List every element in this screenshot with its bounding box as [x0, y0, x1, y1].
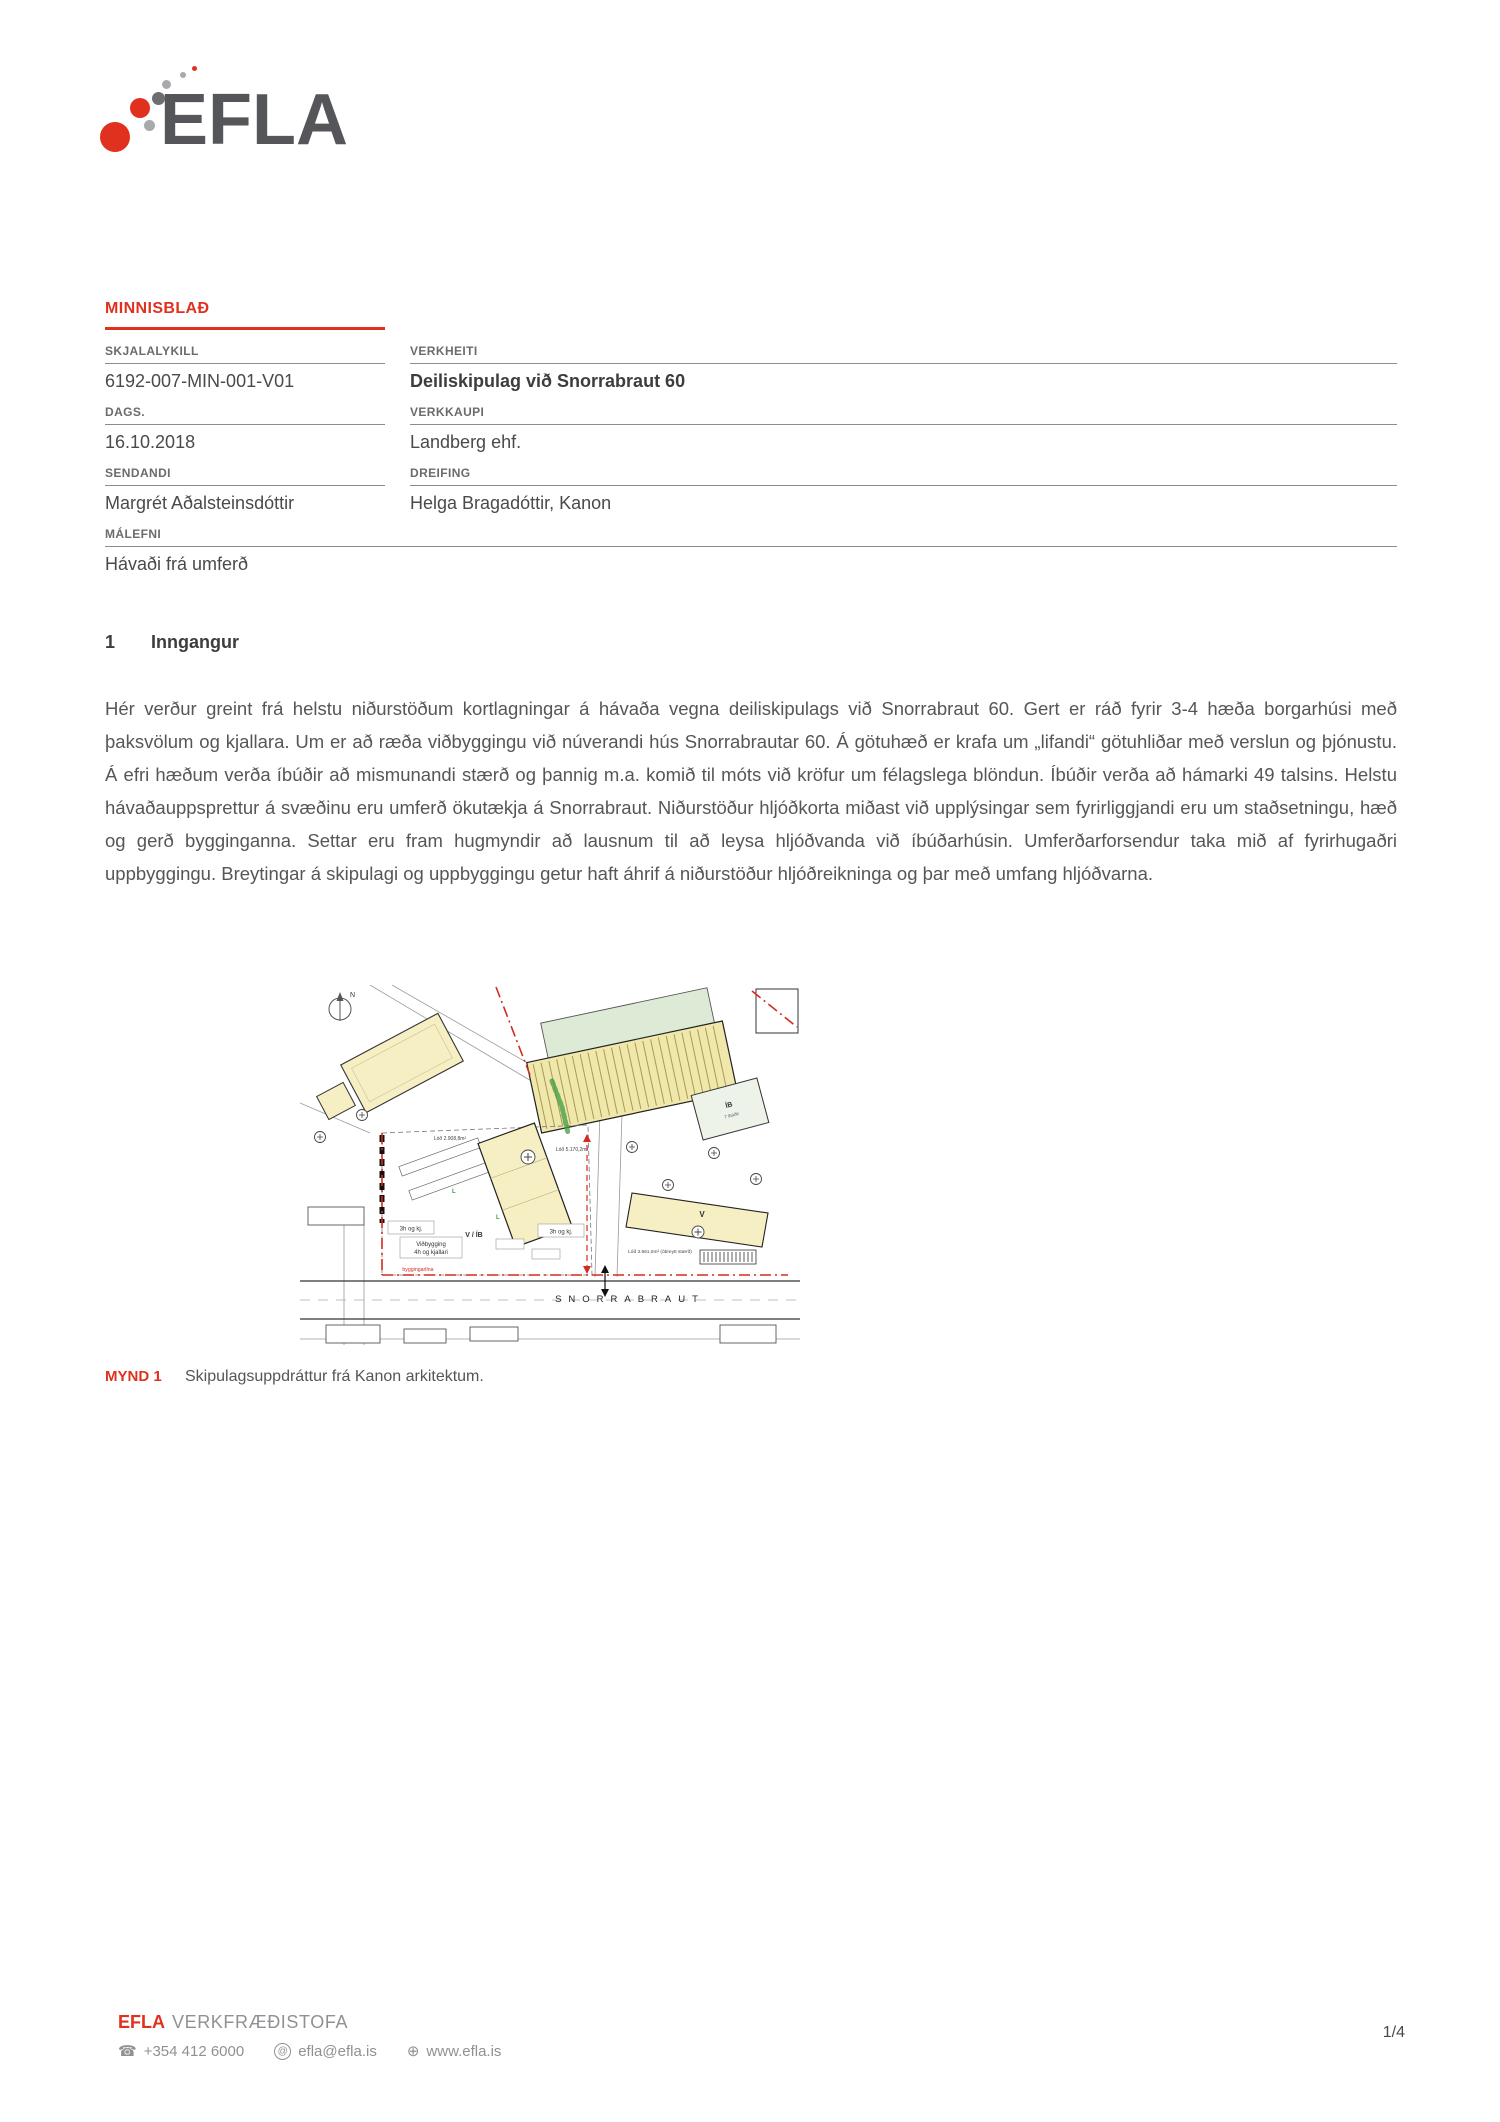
floors-label-left: 3h og kj.	[399, 1226, 423, 1233]
hatched-strip	[700, 1250, 756, 1264]
zone-vib-label: V / ÍB	[465, 1232, 483, 1239]
field-label-dags: DAGS.	[105, 405, 385, 425]
footer-brand	[118, 2012, 501, 2033]
page-number: 1/4	[1382, 2024, 1405, 2041]
footer-email[interactable]	[274, 2043, 377, 2060]
floors-label-right: 3h og kj.	[549, 1229, 573, 1236]
logo-dot	[100, 122, 130, 152]
globe-icon: ⊕	[406, 2043, 420, 2060]
logo-wordmark: EFLA	[160, 80, 348, 160]
figure-caption-text: Skipulagsuppdráttur frá Kanon arkitektum.	[185, 1368, 484, 1385]
section-number: 1	[105, 632, 116, 652]
efla-logo	[100, 72, 420, 167]
field-label-dreifing: DREIFING	[410, 466, 1397, 486]
field-value-sender: Margrét Aðalsteinsdóttir	[105, 493, 295, 513]
l-marker: L	[452, 1189, 456, 1195]
section-body-paragraph: Hér verður greint frá helstu niðurstöðum kortlagningar á hávaða vegna deiliskipulags við Snorrabraut 60. Gert er ráð fyrir 3-4 hæða borgarhúsi með þaksvölum og kjallara. Um er að ræða viðbyggingu við núverandi hús Snorrabrautar 60. Á götuhæð er krafa um „lifandi“ götuhliðar með verslun og þjónustu. Á efri hæðum verða íbúðir að mismunandi stærð og þannig m.a. komið til móts við kröfur um félagslega blöndun. Íbúðir verða að hámarki 49 talsins. Helstu hávaðauppsprettur á svæðinu eru umferð ökutækja á Snorrabraut. Niðurstöður hljóðkorta miðast við upplýsingar sem fyrirliggjandi eru um staðsetningu, hæð og gerð bygginganna. Settar eru fram hugmyndir að lausnum til að leysa hljóðvanda við íbúðarhúsin. Umferðarforsendur taka mið af fyrirhugaðri uppbyggingu. Breytingar á skipulagi og uppbyggingu getur haft áhrif á niðurstöður hljóðreikninga og þar með umfang hljóðvarna.	[105, 698, 1397, 884]
v-zone-label: V	[699, 1210, 705, 1219]
lot-size-main: Lóð 5.170,2m²	[555, 1147, 589, 1153]
figure-caption-label: MYND 1	[105, 1368, 162, 1385]
field-value-date: 16.10.2018	[105, 432, 196, 452]
street-name-label: SNORRABRAUT	[555, 1294, 705, 1305]
footer-phone-number: +354 412 6000	[143, 2043, 245, 2060]
logo-dot	[192, 66, 197, 71]
figure-caption	[105, 1368, 1397, 1386]
lot-size-mid: Lóð 2.908,8m²	[433, 1136, 467, 1142]
meta-row	[105, 466, 1397, 514]
field-label-skjalalykill: SKJALALYKILL	[105, 344, 385, 364]
ib-zone-label: ÍB	[724, 1101, 734, 1110]
field-value-project-name: Deiliskipulag við Snorrabraut 60	[410, 371, 686, 391]
new-building-label-2: 4h og kjallari	[414, 1250, 448, 1256]
footer-brand-suffix: VERKFRÆÐISTOFA	[172, 2012, 349, 2032]
logo-dot	[144, 120, 155, 131]
footer-brand-name: EFLA	[118, 2012, 165, 2032]
meta-row	[105, 344, 1397, 392]
memo-metadata	[105, 344, 1397, 588]
footer-email-address[interactable]: efla@efla.is	[298, 2043, 377, 2060]
footer-website-url[interactable]: www.efla.is	[426, 2043, 502, 2060]
field-label-malefni: MÁLEFNI	[105, 527, 1397, 547]
meta-row	[105, 405, 1397, 453]
logo-dot	[180, 72, 186, 78]
section-heading	[105, 632, 239, 653]
site-plan-map	[300, 985, 800, 1345]
phone-icon: ☎	[118, 2043, 137, 2060]
field-value-distribution: Helga Bragadóttir, Kanon	[410, 493, 612, 513]
email-icon: @	[274, 2043, 291, 2060]
footer-website[interactable]	[407, 2043, 502, 2060]
field-value-client: Landberg ehf.	[410, 432, 522, 452]
logo-dot	[130, 98, 150, 118]
new-building-label-1: Viðbygging	[416, 1242, 446, 1248]
l-marker: L	[496, 1215, 500, 1221]
memo-title: MINNISBLAÐ	[105, 300, 385, 330]
field-label-sendandi: SENDANDI	[105, 466, 385, 486]
lot-size-right: Lóð 3.561,0m² (óbreytt stærð)	[628, 1250, 692, 1255]
compass-n-label: N	[350, 992, 356, 999]
site-plan-figure	[300, 985, 800, 1345]
field-value-subject: Hávaði frá umferð	[105, 554, 249, 574]
footer-contacts	[118, 2043, 501, 2060]
meta-row-full	[105, 527, 1397, 575]
page-footer	[118, 2012, 501, 2060]
footer-phone	[118, 2043, 244, 2060]
building-line-label: byggingarlína	[402, 1267, 434, 1273]
building-northeast	[756, 989, 798, 1033]
section-title: Inngangur	[151, 632, 239, 652]
field-label-verkkaupi: VERKKAUPI	[410, 405, 1397, 425]
ib-units-label: 7 íbúðir	[723, 1110, 740, 1120]
field-label-verkheiti: VERKHEITI	[410, 344, 1397, 364]
field-value-document-key: 6192-007-MIN-001-V01	[105, 371, 295, 391]
